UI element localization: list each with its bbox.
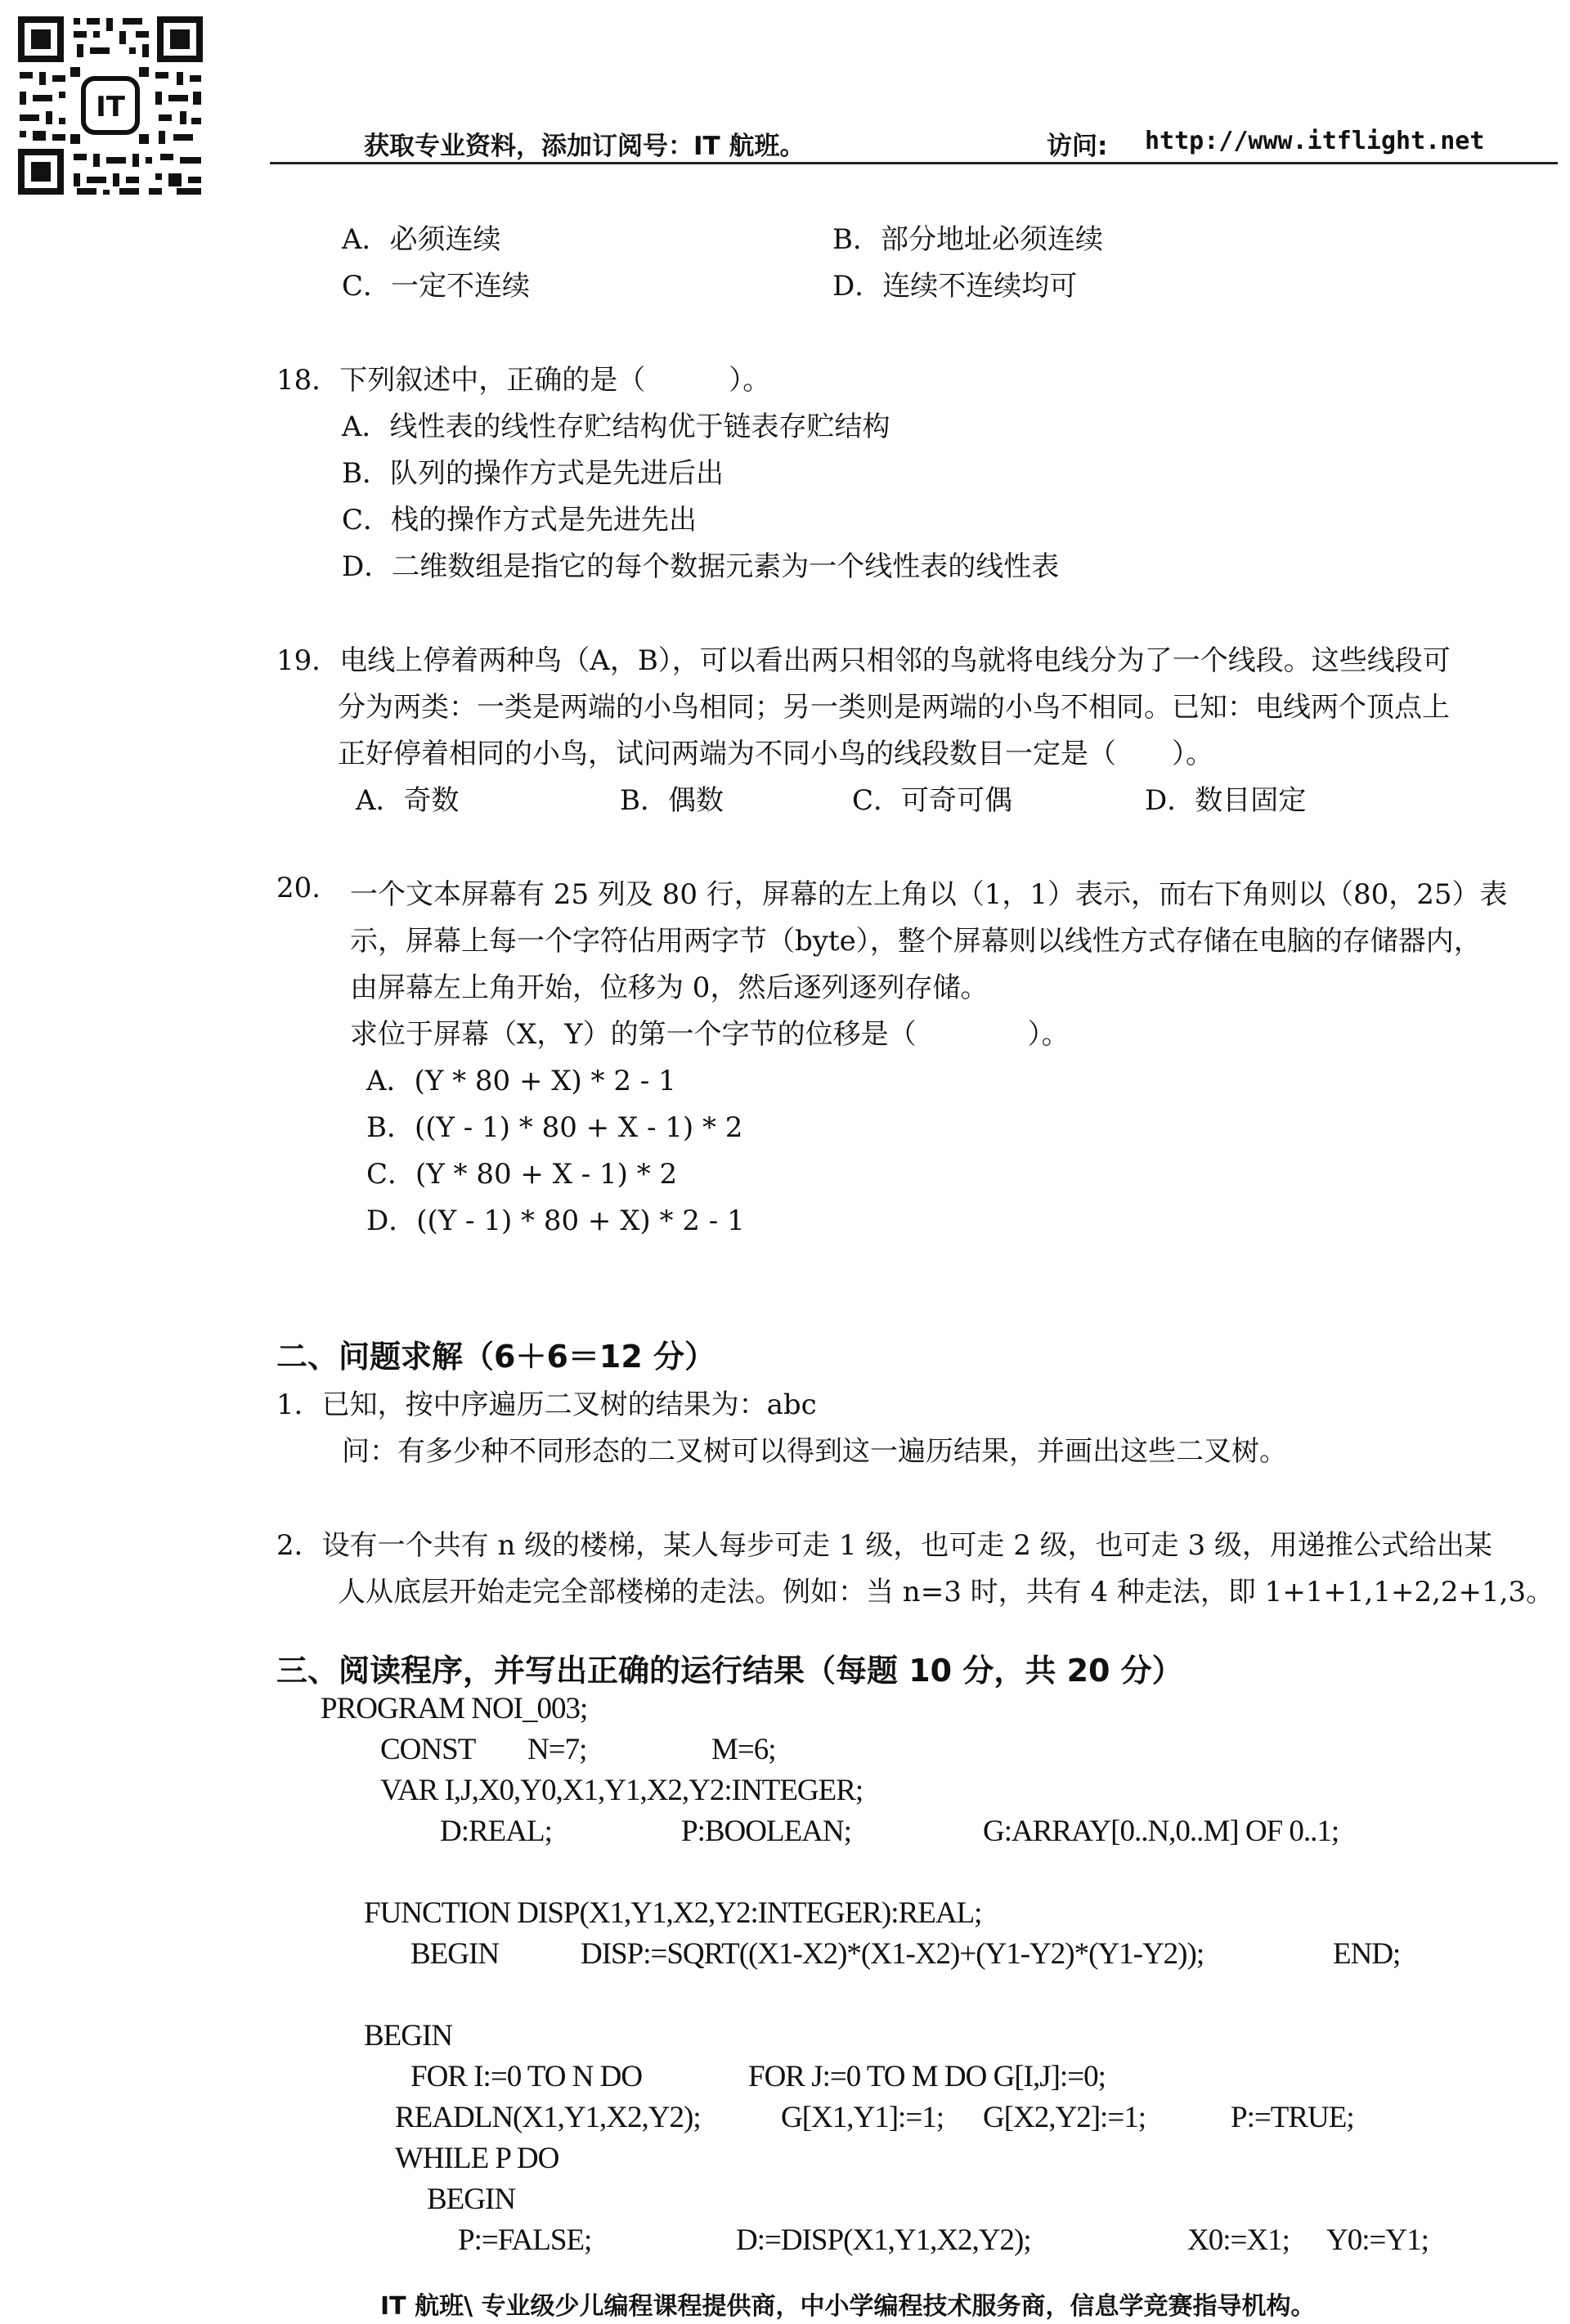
q20-line-3: 由屏幕左上角开始，位移为 0，然后逐列逐列存储。 [350, 971, 989, 1004]
code-line: M=6; [711, 1733, 776, 1766]
qr-code-image [16, 15, 204, 196]
problem-1-line-2: 问：有多少种不同形态的二叉树可以得到这一遍历结果，并画出这些二叉树。 [342, 1435, 1287, 1468]
q17-option-c: C．一定不连续 [342, 270, 531, 303]
q20-line-2: 示，屏幕上每一个字符佔用两字节（byte），整个屏幕则以线性方式存储在电脑的存储器内， [350, 925, 1482, 958]
header-subscribe-text: 获取专业资料，添加订阅号：IT 航班。 [364, 132, 805, 161]
q18-option-d: D．二维数组是指它的每个数据元素为一个线性表的线性表 [342, 550, 1060, 583]
code-line: Y0:=Y1; [1326, 2223, 1429, 2257]
q18-option-a: A．线性表的线性存贮结构优于链表存贮结构 [342, 411, 890, 443]
q19-line-2: 分为两类：一类是两端的小鸟相同；另一类则是两端的小鸟不相同。已知：电线两个顶点上 [338, 691, 1450, 724]
q20-line-4: 求位于屏幕（X，Y）的第一个字节的位移是（ ）。 [350, 1018, 1070, 1051]
code-line: WHILE P DO [395, 2142, 559, 2175]
q19-line-3: 正好停着相同的小鸟，试问两端为不同小鸟的线段数目一定是（ ）。 [338, 738, 1213, 770]
code-line: P:BOOLEAN; [681, 1815, 851, 1848]
section-2-title: 二、问题求解（6＋6＝12 分） [276, 1339, 715, 1375]
code-line: READLN(X1,Y1,X2,Y2); [395, 2101, 701, 2134]
header-visit-label: 访问: [1047, 132, 1108, 161]
code-line: VAR I,J,X0,Y0,X1,Y1,X2,Y2:INTEGER; [380, 1774, 864, 1807]
svg-text:IT: IT [96, 91, 125, 123]
code-line: N=7; [527, 1733, 587, 1766]
header-divider [270, 162, 1558, 164]
q20-option-c: C．(Y * 80 + X - 1) * 2 [366, 1158, 678, 1191]
code-line: G:ARRAY[0..N,0..M] OF 0..1; [983, 1815, 1339, 1848]
code-line: P:=TRUE; [1231, 2101, 1354, 2134]
q20-number: 20. [276, 872, 321, 904]
code-line: BEGIN [410, 1937, 500, 1971]
code-line: G[X1,Y1]:=1; [781, 2101, 944, 2134]
code-line: P:=FALSE; [458, 2223, 592, 2257]
q20-option-a: A．(Y * 80 + X) * 2 - 1 [366, 1065, 676, 1097]
q18-stem: 18．下列叙述中，正确的是（ ）。 [276, 364, 771, 397]
q19-option-d: D．数目固定 [1145, 784, 1307, 817]
q17-option-a: A．必须连续 [342, 223, 501, 256]
q19-option-a: A．奇数 [356, 784, 460, 817]
code-line: END; [1333, 1937, 1401, 1971]
section-3-title: 三、阅读程序，并写出正确的运行结果（每题 10 分，共 20 分） [276, 1653, 1183, 1689]
q18-option-c: C．栈的操作方式是先进先出 [342, 504, 698, 536]
q20-option-b: B．((Y - 1) * 80 + X - 1) * 2 [366, 1111, 743, 1144]
code-line: PROGRAM NOI_003; [321, 1692, 588, 1725]
problem-2-line-1: 2．设有一个共有 n 级的楼梯，某人每步可走 1 级，也可走 2 级，也可走 3 级，用递推公式给出某 [276, 1529, 1492, 1562]
code-line: CONST [380, 1733, 476, 1766]
q19-option-c: C．可奇可偶 [852, 784, 1013, 817]
q20-option-d: D．((Y - 1) * 80 + X) * 2 - 1 [366, 1205, 745, 1237]
code-line: X0:=X1; [1187, 2223, 1290, 2257]
code-line: D:REAL; [440, 1815, 552, 1848]
header-url-link[interactable]: http://www.itflight.net [1145, 127, 1485, 155]
code-line: DISP:=SQRT((X1-X2)*(X1-X2)+(Y1-Y2)*(Y1-Y2)); [581, 1937, 1204, 1971]
code-line: FUNCTION DISP(X1,Y1,X2,Y2:INTEGER):REAL; [364, 1896, 982, 1930]
code-line: FOR J:=0 TO M DO G[I,J]:=0; [748, 2060, 1106, 2093]
q18-option-b: B．队列的操作方式是先进后出 [342, 457, 724, 490]
code-line: BEGIN [364, 2019, 453, 2053]
problem-2-line-2: 人从底层开始走完全部楼梯的走法。例如：当 n=3 时，共有 4 种走法，即 1+1+1,1+2,2+1,3。 [338, 1576, 1554, 1608]
code-line: FOR I:=0 TO N DO [410, 2060, 643, 2093]
problem-1-line-1: 1．已知，按中序遍历二叉树的结果为：abc [276, 1389, 817, 1421]
q17-option-b: B．部分地址必须连续 [832, 223, 1103, 256]
q20-line-1: 一个文本屏幕有 25 列及 80 行，屏幕的左上角以（1，1）表示，而右下角则以（80，25）表 [350, 878, 1508, 911]
code-line: G[X2,Y2]:=1; [983, 2101, 1146, 2134]
code-line: BEGIN [427, 2183, 516, 2216]
code-line: D:=DISP(X1,Y1,X2,Y2); [736, 2223, 1031, 2257]
q17-option-d: D．连续不连续均可 [832, 270, 1078, 303]
q19-option-b: B．偶数 [620, 784, 724, 817]
q19-line-1: 19．电线上停着两种鸟（A，B），可以看出两只相邻的鸟就将电线分为了一个线段。这些线段可 [276, 644, 1451, 677]
footer-tagline: IT 航班\ 专业级少儿编程课程提供商，中小学编程技术服务商，信息学竞赛指导机构。 [380, 2292, 1316, 2321]
